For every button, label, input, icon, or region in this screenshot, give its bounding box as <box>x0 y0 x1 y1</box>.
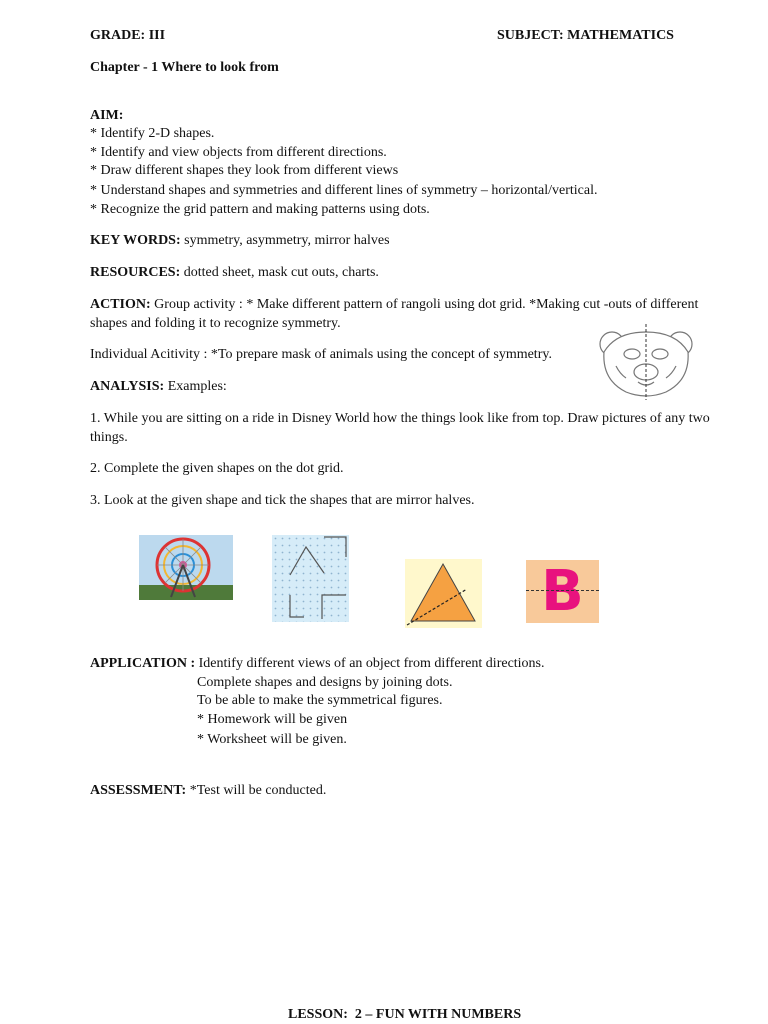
action-text: Group activity : * Make different pattern of rangoli using dot grid. *Making cut -outs of different <box>150 297 699 312</box>
resources-text: dotted sheet, mask cut outs, charts. <box>180 265 379 280</box>
assessment-text: *Test will be conducted. <box>186 783 327 798</box>
aim-item: * Recognize the grid pattern and making patterns using dots. <box>90 202 430 217</box>
resources-line <box>90 263 379 282</box>
question-1: 1. While you are sitting on a ride in Disney World how the things look like from top. Draw pictures of any two <box>90 411 710 426</box>
question-1-cont: things. <box>90 430 128 445</box>
assessment-line <box>90 781 326 800</box>
analysis-line <box>90 377 227 396</box>
action-line <box>90 295 698 314</box>
keywords-line <box>90 231 390 250</box>
subject-label: SUBJECT: MATHEMATICS <box>497 28 674 43</box>
application-label: APPLICATION : <box>90 656 196 671</box>
aim-item: * Identify and view objects from different directions. <box>90 145 387 160</box>
letter-b-image <box>526 560 599 623</box>
keywords-text: symmetry, asymmetry, mirror halves <box>180 233 390 248</box>
application-line-4: * Homework will be given <box>197 712 348 727</box>
aim-item: * Understand shapes and symmetries and different lines of symmetry – horizontal/vertical. <box>90 183 598 198</box>
application-line-3: To be able to make the symmetrical figures. <box>197 693 443 708</box>
action-line-2: shapes and folding it to recognize symmetry. <box>90 316 341 331</box>
application-line <box>90 654 545 673</box>
application-line-5: * Worksheet will be given. <box>197 732 347 747</box>
ferris-wheel-image <box>139 535 233 600</box>
keywords-label: KEY WORDS: <box>90 233 181 248</box>
grade-label: GRADE: III <box>90 28 166 43</box>
aim-heading: AIM: <box>90 108 124 123</box>
animal-mask-image <box>596 322 696 402</box>
analysis-label: ANALYSIS: <box>90 379 165 394</box>
application-line-2: Complete shapes and designs by joining dots. <box>197 675 453 690</box>
chapter-title: Chapter - 1 Where to look from <box>90 60 279 75</box>
action-label: ACTION: <box>90 297 151 312</box>
aim-item: * Draw different shapes they look from different views <box>90 163 399 178</box>
application-text: Identify different views of an object from different directions. <box>195 656 545 671</box>
symmetry-line <box>526 590 599 591</box>
analysis-text: Examples: <box>164 379 227 394</box>
lesson-footer: LESSON: 2 – FUN WITH NUMBERS <box>288 1007 522 1022</box>
assessment-label: ASSESSMENT: <box>90 783 187 798</box>
individual-activity: Individual Acitivity : *To prepare mask of animals using the concept of symmetry. <box>90 347 552 362</box>
question-3: 3. Look at the given shape and tick the shapes that are mirror halves. <box>90 493 475 508</box>
resources-label: RESOURCES: <box>90 265 181 280</box>
aim-item: * Identify 2-D shapes. <box>90 126 215 141</box>
dot-grid-image <box>272 535 349 622</box>
letter-b: B <box>541 559 584 624</box>
question-2: 2. Complete the given shapes on the dot grid. <box>90 461 344 476</box>
triangle-image <box>405 559 482 628</box>
